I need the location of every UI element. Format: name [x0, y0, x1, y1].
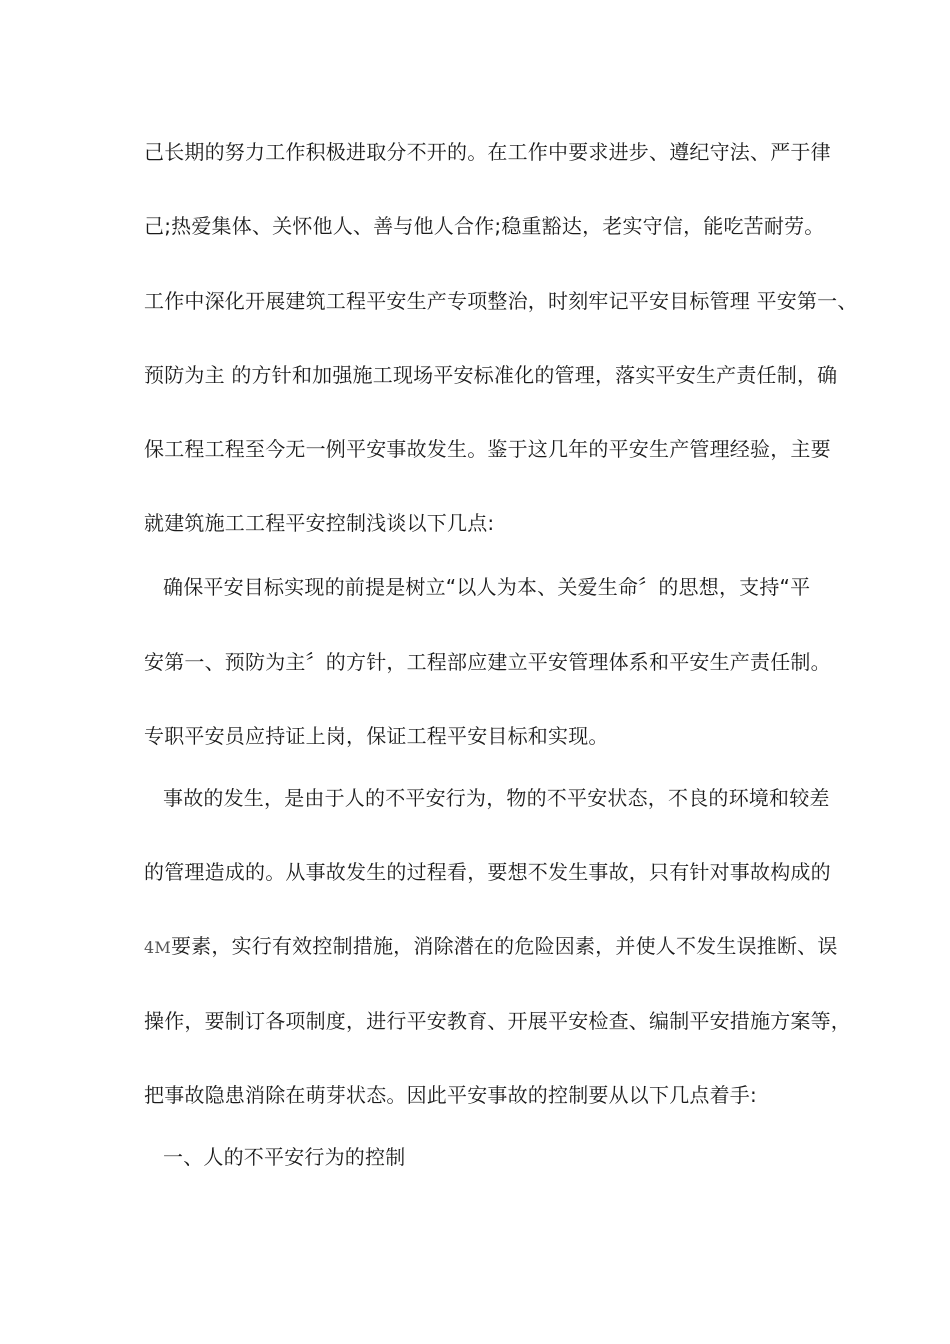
paragraph-line-9: 专职平安员应持证上岗，保证工程平安目标和实现。: [144, 724, 609, 748]
paragraph-line-11: 的管理造成的。从事故发生的过程看，要想不发生事故，只有针对事故构成的: [144, 860, 831, 884]
paragraph-line-14: 把事故隐患消除在萌芽状态。因此平安事故的控制要从以下几点着手:: [144, 1083, 757, 1107]
paragraph-line-12: [144, 934, 838, 960]
paragraph-line-5: 保工程工程至今无一例平安事故发生。鉴于这几年的平安生产管理经验，主要: [144, 437, 831, 461]
paragraph-line-1: 己长期的努力工作积极进取分不开的。在工作中要求进步、遵纪守法、严于律: [144, 140, 831, 164]
paragraph-line-8: 安第一、预防为主〞的方针，工程部应建立平安管理体系和平安生产责任制。: [144, 650, 831, 674]
section-heading: 一、人的不平安行为的控制: [163, 1145, 406, 1169]
paragraph-line-13: 操作，要制订各项制度，进行平安教育、开展平安检查、编制平安措施方案等，: [144, 1009, 851, 1033]
paragraph-line-3: 工作中深化开展建筑工程平安生产专项整治，时刻牢记平安目标管理 平安第一、: [144, 289, 858, 313]
paragraph-line-10: 事故的发生，是由于人的不平安行为，物的不平安状态，不良的环境和较差: [163, 786, 830, 810]
paragraph-line-7: 确保平安目标实现的前提是树立“以人为本、关爱生命〞的思想，支持“平: [163, 575, 811, 599]
paragraph-line-12-text: 要素，实行有效控制措施，消除潜在的危险因素，并使人不发生误推断、误: [170, 934, 838, 958]
paragraph-line-4: 预防为主 的方针和加强施工现场平安标准化的管理，落实平安生产责任制，确: [144, 363, 838, 387]
paragraph-line-6: 就建筑施工工程平安控制浅谈以下几点:: [144, 511, 495, 535]
four-m-label: 4M: [144, 938, 171, 957]
paragraph-line-2: 己;热爱集体、关怀他人、善与他人合作;稳重豁达，老实守信，能吃苦耐劳。: [144, 214, 825, 238]
